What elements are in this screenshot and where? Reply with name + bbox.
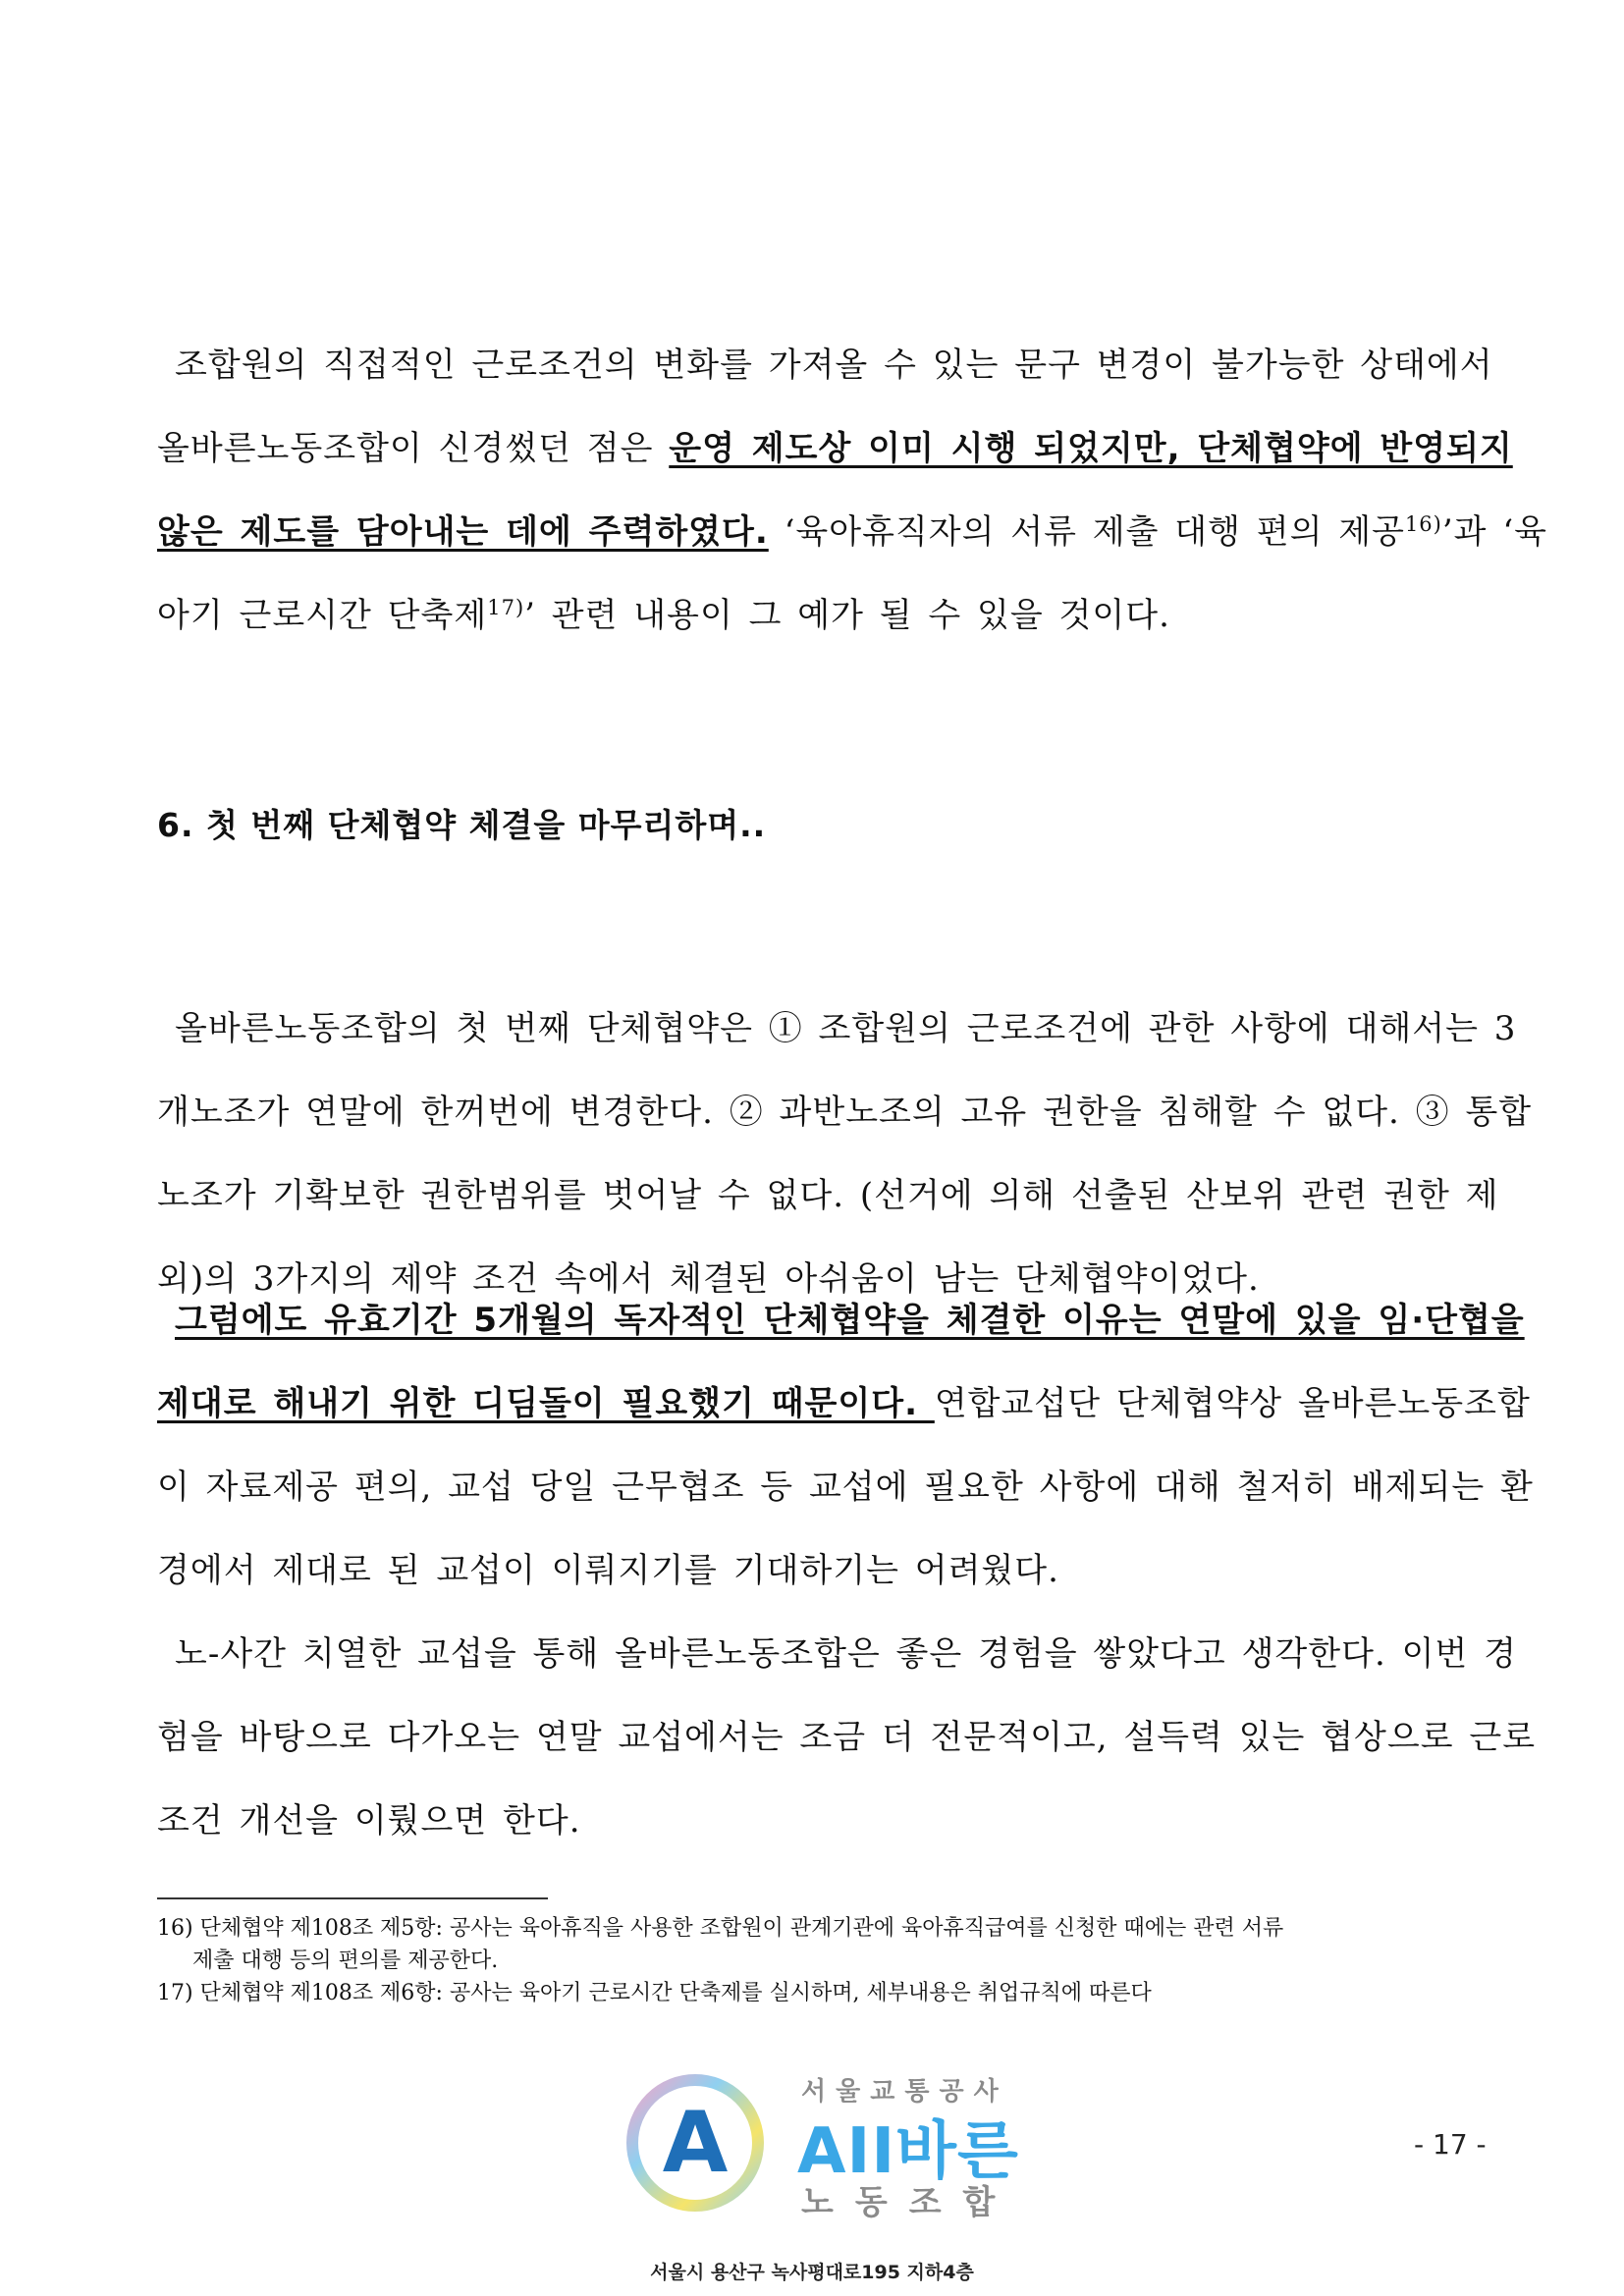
- para1-line4-text: 아기 근로시간 단축제: [157, 596, 488, 635]
- para1-line2-text: 올바른노동조합이 신경썼던 점은: [157, 429, 670, 468]
- para4-line2: 험을 바탕으로 다가오는 연말 교섭에서는 조금 더 전문적이고, 설득력 있는 협상으로 근로: [157, 1718, 1537, 1757]
- paragraph-3: [157, 1279, 1534, 1613]
- footnote-divider: [157, 1897, 548, 1899]
- para2-line4: 외)의 3가지의 제약 조건 속에서 체결된 아쉬움이 남는 단체협약이었다.: [157, 1259, 1260, 1299]
- para1-line3-text: ‘육아휴직자의 서류 제출 대행 편의 제공: [768, 512, 1405, 552]
- para3-line2-text: 연합교섭단 단체협약상 올바른노동조합: [934, 1384, 1531, 1423]
- footnote-16-line2: 제출 대행 등의 편의를 제공한다.: [192, 1949, 499, 1973]
- para1-line3-emphasis: 않은 제도를 담아내는 데에 주력하였다.: [157, 512, 769, 552]
- para3-line2-emphasis: 제대로 해내기 위한 디딤돌이 필요했기 때문이다.: [157, 1384, 935, 1423]
- section-heading: 6. 첫 번째 단체협약 체결을 마무리하며..: [157, 806, 767, 844]
- para3-line4: 경에서 제대로 된 교섭이 이뤄지기를 기대하기는 어려웠다.: [157, 1551, 1059, 1590]
- para3-line1-emphasis: 그럼에도 유효기간 5개월의 독자적인 단체협약을 체결한 이유는 연말에 있을 임·단협을: [175, 1301, 1525, 1340]
- para1-line1: 조합원의 직접적인 근로조건의 변화를 가져올 수 있는 문구 변경이 불가능한 상태에서: [175, 346, 1493, 385]
- footnotes: [157, 1912, 1485, 2009]
- para2-line3: 노조가 기확보한 권한범위를 벗어날 수 없다. (선거에 의해 선출된 산보위 관련 권한 제: [157, 1176, 1499, 1215]
- para1-line2: [157, 407, 1513, 491]
- para1-line4: [157, 574, 1485, 658]
- para3-line2: [157, 1362, 1531, 1446]
- para2-line1: 올바른노동조합의 첫 번째 단체협약은 ① 조합원의 근로조건에 관한 사항에 대해서는 3: [175, 1009, 1517, 1048]
- footnote-17: 17) 단체협약 제108조 제6항: 공사는 육아기 근로시간 단축제를 실시하며, 세부내용은 취업규칙에 따른다: [157, 1981, 1152, 2005]
- page-number: - 17 -: [1414, 2128, 1487, 2161]
- logo-brand: AII바른: [797, 2115, 1019, 2188]
- footnote-16-line1: 16) 단체협약 제108조 제5항: 공사는 육아휴직을 사용한 조합원이 관계기관에 육아휴직급여를 신청한 때에는 관련 서류: [157, 1916, 1284, 1941]
- logo-company: 서울교통공사: [801, 2077, 1008, 2107]
- footnote-ref-16[interactable]: 16): [1404, 512, 1442, 536]
- para4-line1: 노-사간 치열한 교섭을 통해 올바른노동조합은 좋은 경험을 쌓았다고 생각한다. 이번 경: [175, 1634, 1517, 1674]
- para4-line3: 조건 개선을 이뤘으면 한다.: [157, 1801, 581, 1841]
- address: 서울시 용산구 녹사평대로195 지하4층: [650, 2262, 974, 2283]
- paragraph-4: [157, 1613, 1537, 1863]
- para2-line2: 개노조가 연말에 한꺼번에 변경한다. ② 과반노조의 고유 권한을 침해할 수 없다. ③ 통합: [157, 1093, 1533, 1132]
- para3-line1: [157, 1279, 1525, 1362]
- logo-letter: A: [662, 2094, 729, 2192]
- para1-line3-tail: ’과 ‘육: [1441, 512, 1547, 552]
- para1-line3: [157, 491, 1547, 574]
- logo-union: 노동조합: [801, 2183, 1017, 2222]
- para1-line2-emphasis: 운영 제도상 이미 시행 되었지만, 단체협약에 반영되지: [669, 429, 1513, 468]
- para3-line3: 이 자료제공 편의, 교섭 당일 근무협조 등 교섭에 필요한 사항에 대해 철저히 배제되는 환: [157, 1468, 1534, 1507]
- footnote-ref-17[interactable]: 17): [487, 596, 525, 619]
- paragraph-1: [157, 324, 1547, 658]
- para1-line4-tail: ’ 관련 내용이 그 예가 될 수 있을 것이다.: [524, 596, 1170, 635]
